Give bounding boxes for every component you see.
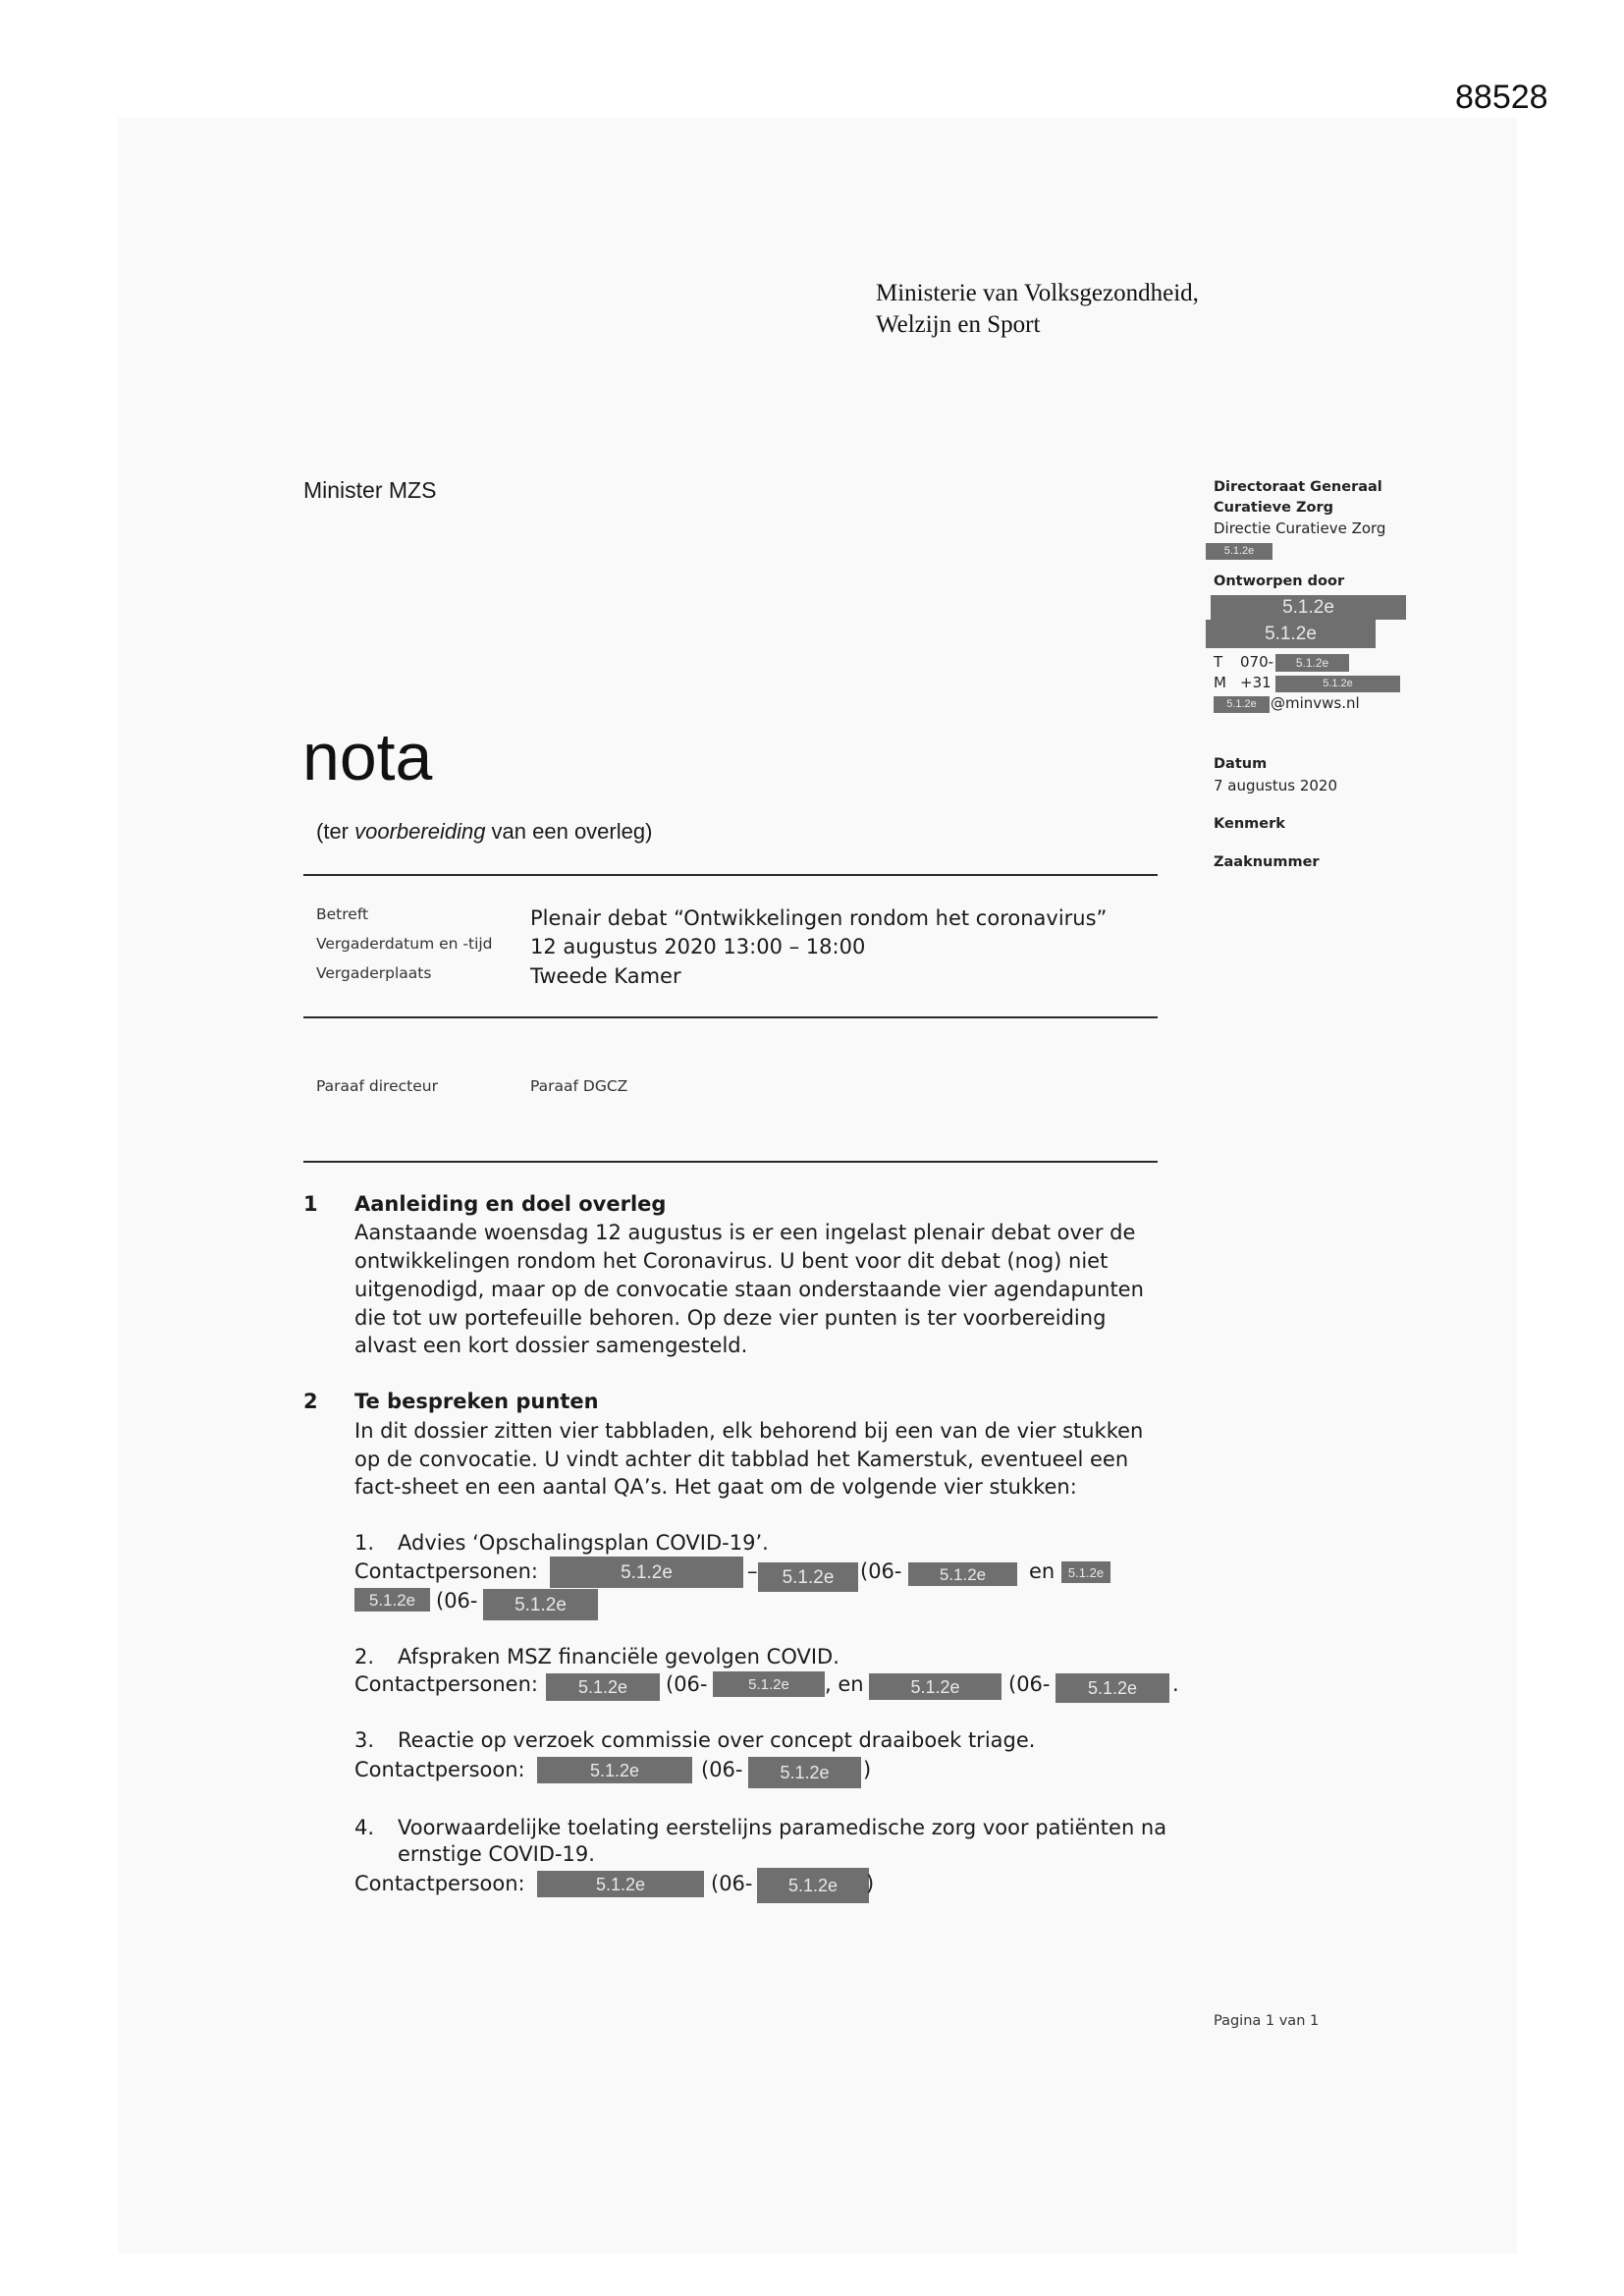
redaction-box: 5.1.2e bbox=[1214, 696, 1270, 713]
sidebar-mobile-label: M bbox=[1214, 674, 1226, 691]
contact-end: . bbox=[1172, 1672, 1179, 1696]
meeting-location-label: Vergaderplaats bbox=[316, 964, 432, 982]
paragraph-line: alvast een kort dossier samengesteld. bbox=[354, 1334, 748, 1357]
section-heading: Aanleiding en doel overleg bbox=[354, 1192, 667, 1216]
meeting-datetime: 12 augustus 2020 13:00 – 18:00 bbox=[530, 935, 866, 958]
subtitle-after: van een overleg) bbox=[485, 819, 653, 844]
meeting-location: Tweede Kamer bbox=[530, 964, 681, 988]
section-heading: Te bespreken punten bbox=[354, 1390, 599, 1413]
phone-prefix: (06- bbox=[1008, 1672, 1051, 1696]
contact-dash: – bbox=[747, 1559, 758, 1583]
document-number: 88528 bbox=[1455, 79, 1548, 116]
agenda-item-title: Reactie op verzoek commissie over concept draaiboek triage. bbox=[398, 1728, 1036, 1752]
phone-prefix: (06- bbox=[711, 1872, 753, 1895]
redaction-box: 5.1.2e bbox=[748, 1757, 861, 1788]
meeting-subject: Plenair debat “Ontwikkelingen rondom het coronavirus” bbox=[530, 906, 1108, 930]
redaction-box: 5.1.2e bbox=[354, 1588, 430, 1612]
redaction-box: 5.1.2e bbox=[1206, 543, 1272, 560]
redaction-box: 5.1.2e bbox=[546, 1673, 660, 1701]
document-subtitle bbox=[316, 821, 652, 843]
sidebar-phone-label: T bbox=[1214, 653, 1223, 671]
agenda-item-number: 4. bbox=[354, 1816, 375, 1839]
section-number: 2 bbox=[303, 1390, 318, 1413]
phone-prefix: (06- bbox=[701, 1758, 743, 1781]
agenda-item-title-continued: ernstige COVID-19. bbox=[398, 1842, 595, 1866]
agenda-item-title: Voorwaardelijke toelating eerstelijns paramedische zorg voor patiënten na bbox=[398, 1816, 1167, 1839]
sidebar-case-number-label: Zaaknummer bbox=[1214, 854, 1320, 870]
paragraph-line: In dit dossier zitten vier tabbladen, elk behorend bij een van de vier stukken bbox=[354, 1419, 1144, 1443]
ministry-name-line1: Ministerie van Volksgezondheid, bbox=[876, 280, 1199, 306]
phone-prefix: (06- bbox=[436, 1589, 478, 1613]
redaction-box: 5.1.2e bbox=[1275, 654, 1349, 672]
redaction-box: 5.1.2e bbox=[869, 1673, 1001, 1700]
paragraph-line: die tot uw portefeuille behoren. Op deze vier punten is ter voorbereiding bbox=[354, 1306, 1107, 1330]
redaction-box: 5.1.2e bbox=[537, 1757, 692, 1783]
initials-dgcz: Paraaf DGCZ bbox=[530, 1077, 628, 1095]
paragraph-line: fact-sheet en een aantal QA’s. Het gaat om de volgende vier stukken: bbox=[354, 1475, 1077, 1499]
redaction-box: 5.1.2e bbox=[1206, 620, 1376, 648]
divider bbox=[303, 1161, 1158, 1163]
initials-director: Paraaf directeur bbox=[316, 1077, 438, 1095]
sidebar-designed-by-label: Ontworpen door bbox=[1214, 574, 1345, 589]
addressee: Minister MZS bbox=[303, 477, 437, 503]
meeting-datetime-label: Vergaderdatum en -tijd bbox=[316, 935, 493, 953]
ministry-name-line2: Welzijn en Sport bbox=[876, 311, 1041, 338]
redaction-box: 5.1.2e bbox=[757, 1868, 869, 1903]
sidebar-directie: Directie Curatieve Zorg bbox=[1214, 519, 1386, 537]
divider bbox=[303, 1016, 1158, 1018]
contact-close: ) bbox=[866, 1872, 875, 1895]
redaction-box: 5.1.2e bbox=[537, 1871, 704, 1897]
sidebar-mobile-prefix: +31 bbox=[1240, 674, 1272, 691]
redaction-box: 5.1.2e bbox=[550, 1557, 743, 1588]
agenda-item-number: 3. bbox=[354, 1728, 375, 1752]
divider bbox=[303, 874, 1158, 876]
redaction-box: 5.1.2e bbox=[1211, 595, 1406, 620]
meeting-subject-label: Betreft bbox=[316, 905, 369, 923]
contact-label: Contactpersonen: bbox=[354, 1672, 538, 1696]
contact-label: Contactpersonen: bbox=[354, 1559, 538, 1583]
paragraph-line: op de convocatie. U vindt achter dit tabblad het Kamerstuk, eventueel een bbox=[354, 1448, 1129, 1471]
redaction-box: 5.1.2e bbox=[713, 1671, 825, 1697]
subtitle-emphasis: voorbereiding bbox=[354, 819, 486, 844]
sidebar-date-label: Datum bbox=[1214, 756, 1268, 772]
section-number: 1 bbox=[303, 1192, 318, 1216]
paragraph-line: uitgenodigd, maar op de convocatie staan onderstaande vier agendapunten bbox=[354, 1278, 1144, 1301]
contact-conjunction: en bbox=[1029, 1559, 1056, 1583]
contact-conjunction: , en bbox=[825, 1672, 864, 1696]
redaction-box: 5.1.2e bbox=[758, 1562, 858, 1592]
contact-close: ) bbox=[863, 1758, 872, 1781]
paragraph-line: ontwikkelingen rondom het Coronavirus. U bent voor dit debat (nog) niet bbox=[354, 1249, 1109, 1273]
sidebar-phone-prefix: 070- bbox=[1240, 653, 1274, 671]
paragraph-line: Aanstaande woensdag 12 augustus is er een ingelast plenair debat over de bbox=[354, 1221, 1136, 1244]
sidebar-dg-sub: Curatieve Zorg bbox=[1214, 500, 1333, 516]
redaction-box: 5.1.2e bbox=[1056, 1673, 1169, 1703]
sidebar-reference-label: Kenmerk bbox=[1214, 816, 1285, 832]
agenda-item-number: 2. bbox=[354, 1645, 375, 1668]
phone-prefix: (06- bbox=[860, 1559, 902, 1583]
page-footer: Pagina 1 van 1 bbox=[1214, 2013, 1320, 2029]
scan-background bbox=[118, 118, 1517, 2254]
redaction-box: 5.1.2e bbox=[1061, 1561, 1110, 1583]
agenda-item-title: Afspraken MSZ financiële gevolgen COVID. bbox=[398, 1645, 839, 1668]
sidebar-dg: Directoraat Generaal bbox=[1214, 479, 1382, 495]
contact-label: Contactpersoon: bbox=[354, 1872, 525, 1895]
agenda-item-number: 1. bbox=[354, 1531, 375, 1555]
contact-label: Contactpersoon: bbox=[354, 1758, 525, 1781]
redaction-box: 5.1.2e bbox=[908, 1562, 1017, 1586]
subtitle-before: (ter bbox=[316, 819, 355, 844]
sidebar-email-domain: @minvws.nl bbox=[1271, 694, 1360, 712]
phone-prefix: (06- bbox=[666, 1672, 708, 1696]
sidebar-date-value: 7 augustus 2020 bbox=[1214, 777, 1337, 794]
document-title: nota bbox=[302, 720, 433, 794]
redaction-box: 5.1.2e bbox=[483, 1589, 598, 1620]
agenda-item-title: Advies ‘Opschalingsplan COVID-19’. bbox=[398, 1531, 769, 1555]
redaction-box: 5.1.2e bbox=[1275, 676, 1400, 692]
